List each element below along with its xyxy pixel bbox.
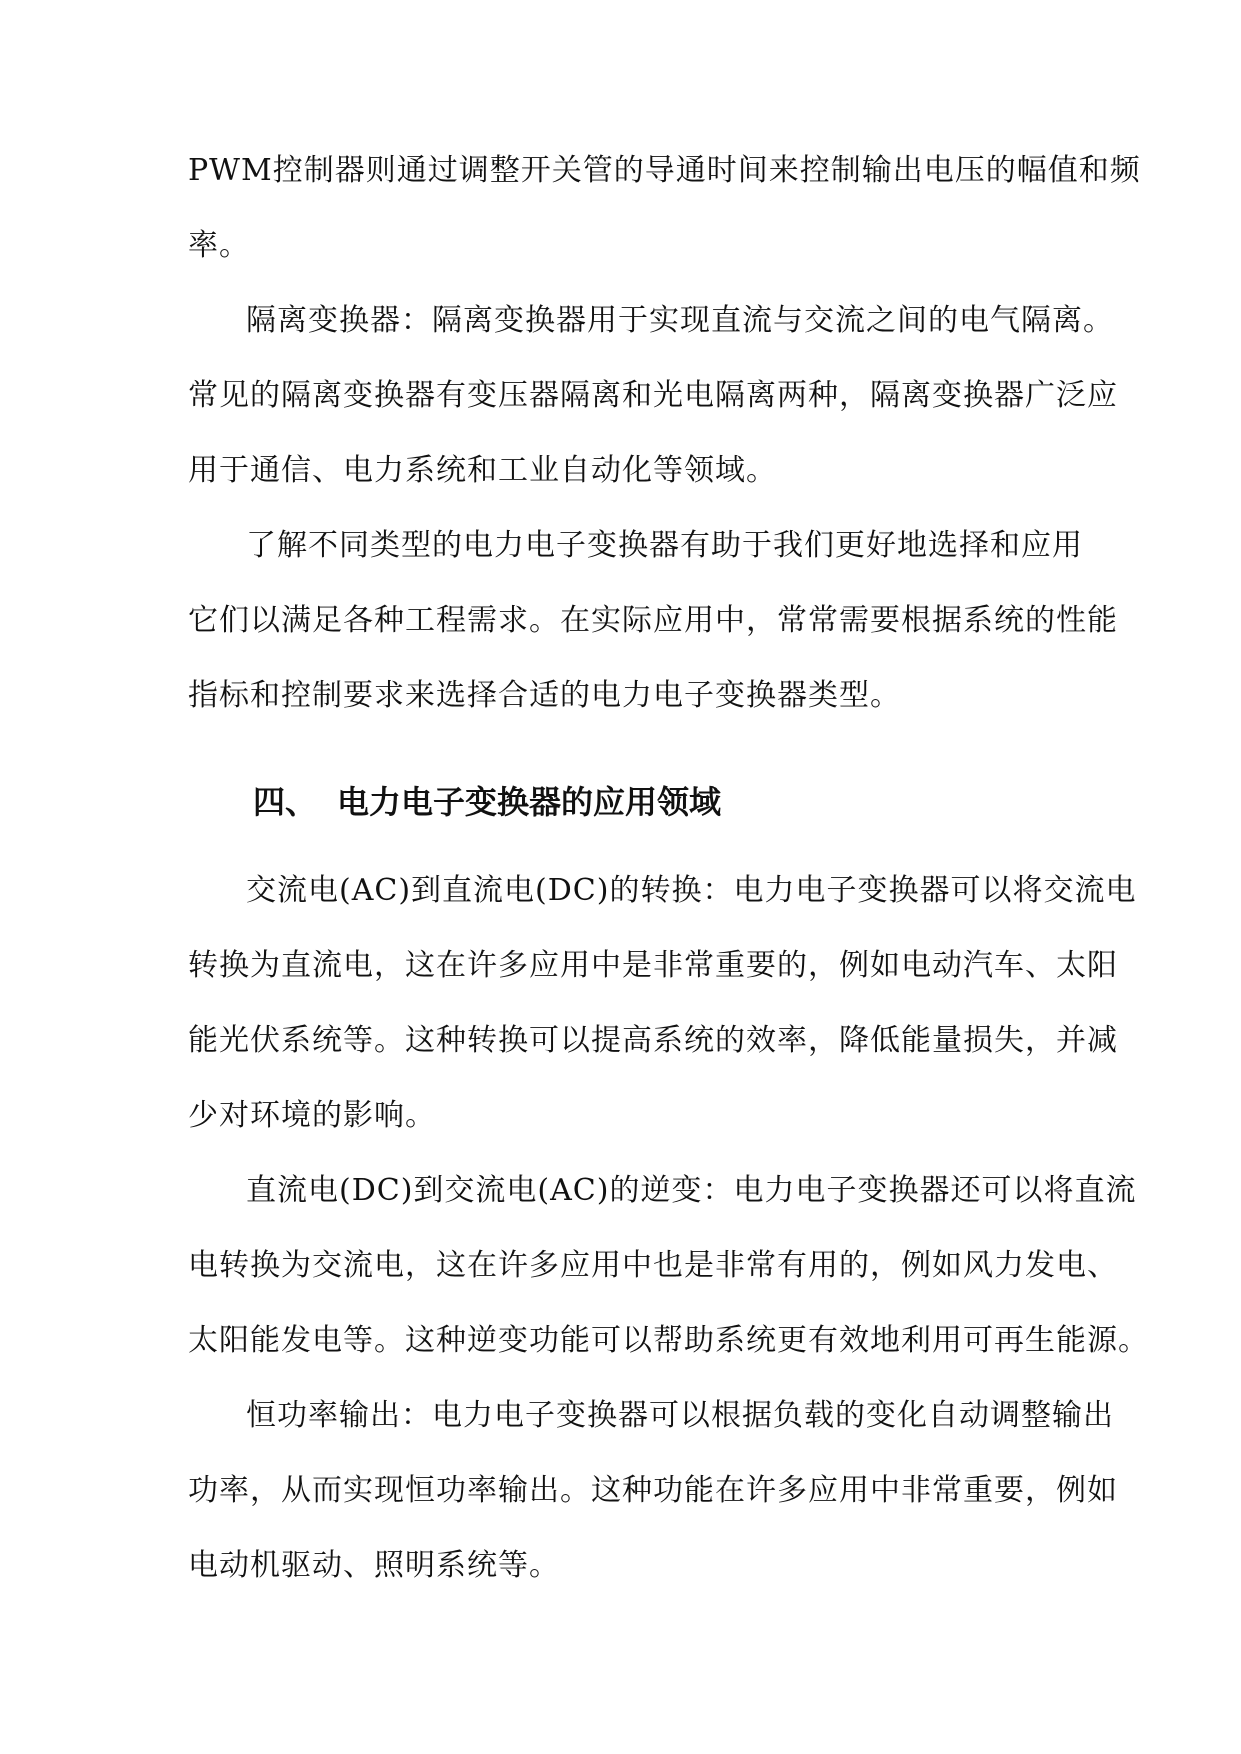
paragraph-line: 功率，从而实现恒功率输出。这种功能在许多应用中非常重要，例如: [188, 1473, 1118, 1508]
paragraph-line: 转换为直流电，这在许多应用中是非常重要的，例如电动汽车、太阳: [188, 948, 1118, 983]
paragraph-line: 了解不同类型的电力电子变换器有助于我们更好地选择和应用: [246, 528, 1083, 563]
paragraph-line: 用于通信、电力系统和工业自动化等领域。: [188, 453, 777, 488]
paragraph-line: 恒功率输出：电力电子变换器可以根据负载的变化自动调整输出: [246, 1398, 1114, 1433]
paragraph-line: 能光伏系统等。这种转换可以提高系统的效率，降低能量损失，并减: [188, 1023, 1118, 1058]
paragraph-line: 它们以满足各种工程需求。在实际应用中，常常需要根据系统的性能: [188, 603, 1118, 638]
paragraph-line: 隔离变换器：隔离变换器用于实现直流与交流之间的电气隔离。: [246, 303, 1114, 338]
paragraph-line: 常见的隔离变换器有变压器隔离和光电隔离两种，隔离变换器广泛应: [188, 378, 1118, 413]
section-heading: [253, 782, 721, 822]
section-number: 四、: [253, 783, 318, 821]
paragraph-line: 太阳能发电等。这种逆变功能可以帮助系统更有效地利用可再生能源。: [188, 1323, 1149, 1358]
paragraph-line: 少对环境的影响。: [188, 1098, 436, 1133]
paragraph-line: 直流电(DC)到交流电(AC)的逆变：电力电子变换器还可以将直流: [246, 1173, 1137, 1208]
paragraph-line: 电动机驱动、照明系统等。: [188, 1548, 560, 1583]
paragraph-line: PWM控制器则通过调整开关管的导通时间来控制输出电压的幅值和频: [188, 153, 1141, 188]
paragraph-line: 指标和控制要求来选择合适的电力电子变换器类型。: [188, 678, 901, 713]
paragraph-line: 交流电(AC)到直流电(DC)的转换：电力电子变换器可以将交流电: [246, 873, 1137, 908]
paragraph-line: 电转换为交流电，这在许多应用中也是非常有用的，例如风力发电、: [188, 1248, 1118, 1283]
section-title: 电力电子变换器的应用领域: [337, 783, 722, 821]
paragraph-line: 率。: [188, 228, 250, 263]
